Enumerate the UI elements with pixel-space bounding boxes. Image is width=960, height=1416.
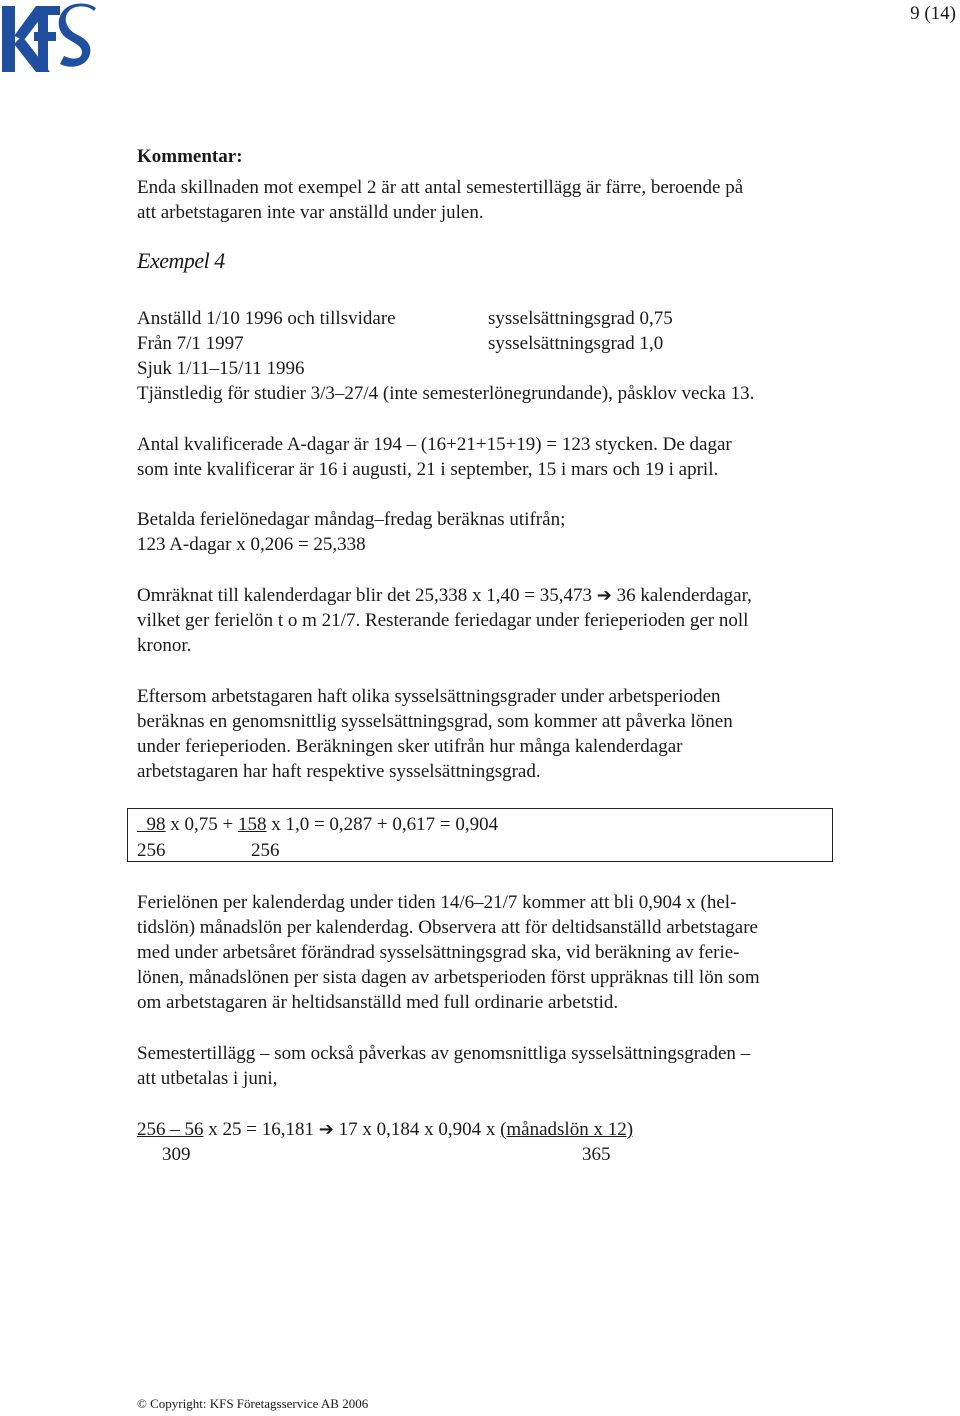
paragraph-line: med under arbetsåret förändrad sysselsättningsgrad ska, vid beräkning av ferie- [137, 942, 740, 963]
formula-result: x 1,0 = 0,287 + 0,617 = 0,904 [271, 814, 499, 835]
paragraph-line: Eftersom arbetstagaren haft olika sysselsättningsgrader under arbetsperioden [137, 686, 721, 707]
paragraph-line: om arbetstagaren är heltidsanställd med full ordinarie arbetstid. [137, 992, 619, 1013]
formula-operator: x 0,75 + [170, 814, 234, 835]
example-title: Exempel 4 [137, 248, 225, 273]
formula-numerator: 98 [146, 814, 166, 835]
paragraph-line: vilket ger ferielön t o m 21/7. Resterande feriedagar under ferieperioden ger noll [137, 610, 749, 631]
formula2-denominator: 365 [582, 1144, 611, 1165]
paragraph-line: tidslön) månadslön per kalenderdag. Observera att för deltidsanställd arbetstagare [137, 917, 758, 938]
paragraph-line: som inte kvalificerar är 16 i augusti, 21 i september, 15 i mars och 19 i april. [137, 459, 719, 480]
comment-line: Enda skillnaden mot exempel 2 är att antal semestertillägg är färre, beroende på [137, 177, 744, 198]
paragraph-line: 123 A-dagar x 0,206 = 25,338 [137, 534, 366, 555]
comment-heading: Kommentar: [137, 146, 243, 167]
formula2-mid: x 25 = 16,181 [208, 1119, 314, 1140]
fact-left: Sjuk 1/11–15/11 1996 [137, 358, 305, 379]
paragraph-text: 36 kalenderdagar, [616, 585, 752, 606]
fact-right: sysselsättningsgrad 0,75 [488, 308, 673, 329]
paragraph-line: beräknas en genomsnittlig sysselsättningsgrad, som kommer att påverka lönen [137, 711, 733, 732]
paragraph-line: att utbetalas i juni, [137, 1068, 278, 1089]
paragraph-line: Antal kvalificerade A-dagar är 194 – (16+21+15+19) = 123 stycken. De dagar [137, 434, 732, 455]
paragraph-line: Semestertillägg – som också påverkas av genomsnittliga sysselsättningsgraden – [137, 1043, 751, 1064]
formula-numerator-line [137, 812, 498, 837]
paragraph-line [137, 583, 752, 608]
footer-copyright: © Copyright: KFS Företagsservice AB 2006 [137, 1396, 369, 1411]
arrow-right-icon: ➔ [318, 1119, 334, 1140]
formula2-numerator: 256 – 56 [137, 1119, 204, 1140]
paragraph-line: lönen, månadslönen per sista dagen av arbetsperioden först uppräknas till lön som [137, 967, 760, 988]
formula-denominator: 256 [251, 840, 280, 861]
page-number: 9 (14) [910, 3, 956, 24]
arrow-right-icon: ➔ [596, 585, 612, 606]
formula2-after: 17 x 0,184 x 0,904 x [338, 1119, 496, 1140]
formula2-numerator-line [137, 1117, 633, 1142]
formula2-denominator: 309 [162, 1144, 191, 1165]
kfs-logo [2, 2, 96, 78]
paragraph-line: kronor. [137, 635, 192, 656]
formula-numerator: 158 [237, 814, 267, 835]
paragraph-line: arbetstagaren har haft respektive sysselsättningsgrad. [137, 761, 541, 782]
fact-left: Tjänstledig för studier 3/3–27/4 (inte semesterlönegrundande), påsklov vecka 13. [137, 383, 755, 404]
fact-right: sysselsättningsgrad 1,0 [488, 333, 664, 354]
paragraph-text: Omräknat till kalenderdagar blir det 25,338 x 1,40 = 35,473 [137, 585, 592, 606]
formula2-paren: (månadslön x 12) [500, 1119, 634, 1140]
formula-denominator: 256 [137, 840, 166, 861]
paragraph-line: under ferieperioden. Beräkningen sker utifrån hur många kalenderdagar [137, 736, 683, 757]
paragraph-line: Betalda ferielönedagar måndag–fredag beräknas utifrån; [137, 509, 566, 530]
fact-left: Anställd 1/10 1996 och tillsvidare [137, 308, 396, 329]
paragraph-line: Ferielönen per kalenderdag under tiden 14/6–21/7 kommer att bli 0,904 x (hel- [137, 892, 737, 913]
fact-left: Från 7/1 1997 [137, 333, 244, 354]
comment-line: att arbetstagaren inte var anställd under julen. [137, 202, 484, 223]
